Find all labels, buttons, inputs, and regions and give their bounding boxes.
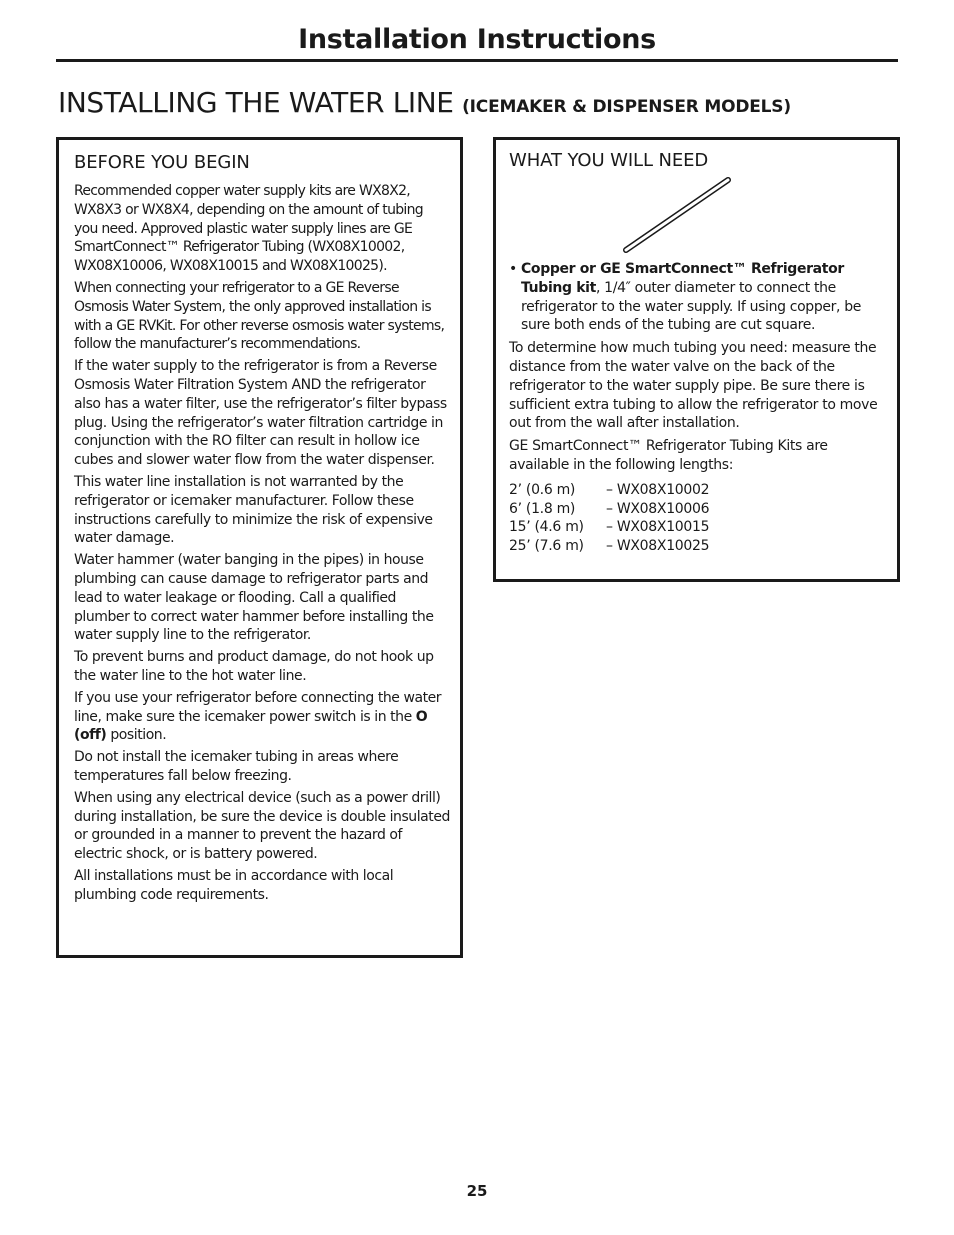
tubing-kit-name: Copper or GE SmartConnect™ Refrigerator Tubing kit	[521, 261, 844, 296]
tubing-part-number: – WX08X10006	[606, 500, 710, 517]
tubing-length: 15’ (4.6 m)	[509, 519, 584, 536]
section-title	[58, 86, 791, 119]
paragraph-supply-kits: Recommended copper water supply kits are WX8X2, WX8X3 or WX8X4, depending on the amount of tubing you need. Approved plastic water supply lines are GE SmartConnect™ Refrigerator Tubing (WX08X10002, WX08X10006, WX08X10015 and WX08X10025).	[74, 183, 423, 275]
power-switch-text: If you use your refrigerator before connecting the water line, make sure the icemaker power switch is in the	[74, 689, 442, 725]
list-item	[509, 481, 885, 500]
paragraph-hot-water: To prevent burns and product damage, do not hook up the water line to the hot water line.	[74, 649, 434, 684]
list-item	[509, 537, 885, 556]
what-you-will-need-heading: WHAT YOU WILL NEED	[509, 150, 709, 171]
page-header-title: Installation Instructions	[298, 24, 656, 55]
power-switch-text-end: position.	[110, 727, 167, 744]
what-you-will-need-box	[493, 137, 900, 582]
paragraph-water-hammer: Water hammer (water banging in the pipes) in house plumbing can cause damage to refrigerator parts and lead to water leakage or flooding. Call a qualified plumber to correct water hammer before installing the water supply line to the refrigerator.	[74, 552, 434, 644]
paragraph-freezing: Do not install the icemaker tubing in areas where temperatures fall below freezing.	[74, 749, 399, 784]
bullet-symbol: •	[509, 261, 517, 277]
tubing-length: 6’ (1.8 m)	[509, 500, 576, 517]
header-divider	[56, 59, 898, 62]
paragraph-reverse-osmosis: When connecting your refrigerator to a GE Reverse Osmosis Water System, the only approved installation is with a GE RVKit. For other reverse osmosis water systems, follow the manufacturer’s recommendations.	[74, 279, 445, 353]
tubing-kit-text	[521, 260, 885, 335]
tubing-kit-bullet	[509, 260, 885, 335]
copper-tube-icon	[622, 174, 734, 254]
tubing-part-number: – WX08X10025	[606, 538, 710, 555]
list-item	[509, 518, 885, 537]
paragraph-electrical: When using any electrical device (such as a power drill) during installation, be sure the device is double insulated or grounded in a manner to prevent the hazard of electric shock, or is battery powered.	[74, 789, 450, 863]
section-subtitle: (ICEMAKER & DISPENSER MODELS)	[462, 97, 791, 117]
tubing-length: 2’ (0.6 m)	[509, 481, 576, 498]
tubing-length: 25’ (7.6 m)	[509, 538, 584, 555]
tubing-part-number: – WX08X10015	[606, 519, 710, 536]
paragraph-measure-tubing: To determine how much tubing you need: measure the distance from the water valve on the back of the refrigerator to the water supply pipe. Be sure there is sufficient extra tubing to allow the refrigerator to move out from the wall after installation.	[509, 340, 878, 432]
paragraph-plumbing-code: All installations must be in accordance with local plumbing code requirements.	[74, 867, 394, 903]
power-switch-off-label: O (off)	[74, 708, 428, 744]
tubing-lengths-list	[509, 481, 885, 556]
paragraph-warranty: This water line installation is not warranted by the refrigerator or icemaker manufacturer. Follow these instructions carefully to minimize the risk of expensive water damage.	[74, 473, 433, 547]
before-you-begin-box	[56, 137, 463, 958]
list-item	[509, 500, 885, 519]
section-title-main: INSTALLING THE WATER LINE	[58, 86, 454, 119]
page-number: 25	[466, 1182, 488, 1200]
paragraph-power-switch	[74, 689, 450, 745]
paragraph-filter-bypass: If the water supply to the refrigerator is from a Reverse Osmosis Water Filtration System AND the refrigerator also has a water filter, use the refrigerator’s filter bypass plug. Using the refrigerator’s water filtration cartridge in conjunction with the RO filter can result in hollow ice cubes and slower water flow from the water dispenser.	[74, 358, 447, 469]
tubing-part-number: – WX08X10002	[606, 481, 710, 498]
paragraph-kits-available: GE SmartConnect™ Refrigerator Tubing Kits are available in the following lengths:	[509, 438, 828, 473]
tubing-kit-description: , 1/4″ outer diameter to connect the refrigerator to the water supply. If using copper, be sure both ends of the tubing are cut square.	[521, 279, 862, 334]
before-you-begin-heading: BEFORE YOU BEGIN	[74, 152, 250, 173]
